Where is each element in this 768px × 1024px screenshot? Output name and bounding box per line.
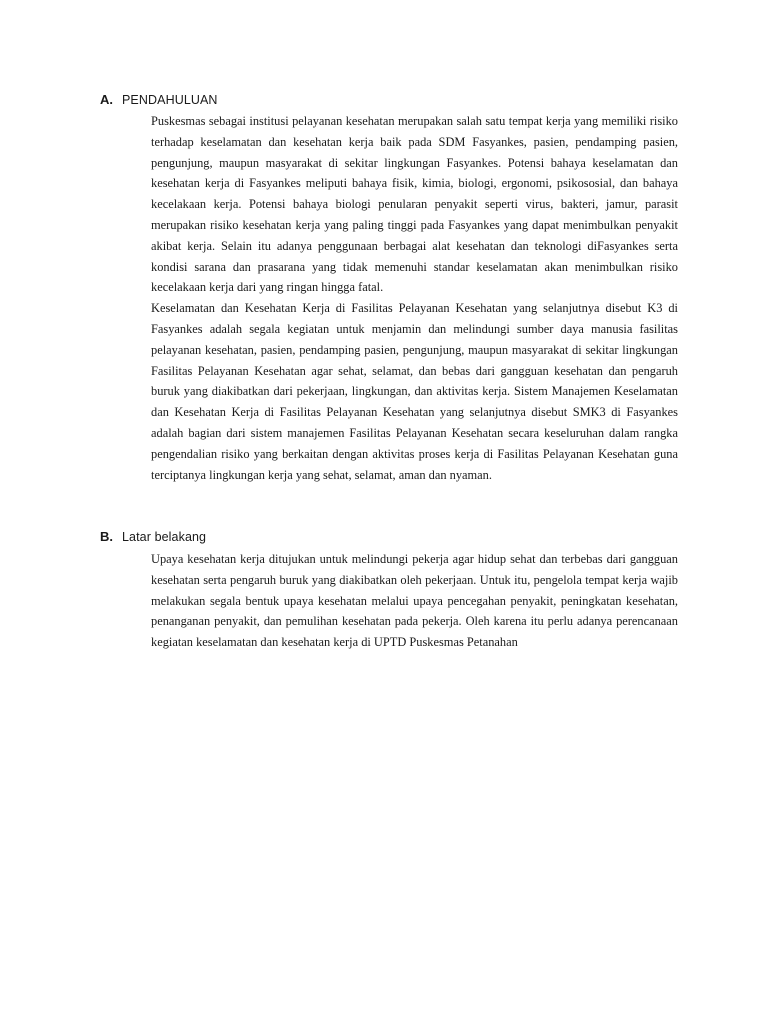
section-title: PENDAHULUAN [122,93,218,107]
section-letter: B. [100,529,113,544]
section-title: Latar belakang [122,530,207,544]
paragraph: Keselamatan dan Kesehatan Kerja di Fasilitas Pelayanan Kesehatan yang selanjutnya disebut K3 di Fasyankes adalah segala kegiatan untuk menjamin dan melindungi sumber daya manusia fasilitas pelayanan kesehatan, pasien, pendamping pasien, pengunjung, maupun masyarakat di sekitar lingkungan Fasilitas Pelayanan Kesehatan agar sehat, selamat, dan bebas dari gangguan kesehatan dan pengaruh buruk yang diakibatkan dari pekerjaan, lingkungan, dan aktivitas kerja. Sistem Manajemen Keselamatan dan Kesehatan Kerja di Fasilitas Pelayanan Kesehatan yang selanjutnya disebut SMK3 di Fasyankes adalah bagian dari sistem manajemen Fasilitas Pelayanan Kesehatan secara keseluruhan dalam rangka pengendalian risiko yang berkaitan dengan aktivitas proses kerja di Fasilitas Pelayanan Kesehatan guna terciptanya lingkungan kerja yang sehat, selamat, aman dan nyaman. [151,301,678,482]
section-body-latar-belakang [151,549,678,653]
paragraph: Puskesmas sebagai institusi pelayanan kesehatan merupakan salah satu tempat kerja yang memiliki risiko terhadap keselamatan dan kesehatan kerja baik pada SDM Fasyankes, pasien, pendamping pasien, pengunjung, maupun masyarakat di sekitar lingkungan Fasyankes. Potensi bahaya keselamatan dan kesehatan kerja di Fasyankes meliputi bahaya fisik, kimia, biologi, ergonomi, psikososial, dan bahaya kecelakaan kerja. Potensi bahaya biologi penularan penyakit seperti virus, bakteri, jamur, parasit merupakan risiko kesehatan kerja yang paling tinggi pada Fasyankes yang dapat menimbulkan penyakit akibat kerja. Selain itu adanya penggunaan berbagai alat kesehatan dan teknologi diFasyankes serta kondisi sarana dan prasarana yang tidak memenuhi standar keselamatan akan menimbulkan risiko kecelakaan kerja dari yang ringan hingga fatal. [151,114,678,295]
section-body-pendahuluan [151,111,678,485]
section-letter: A. [100,92,113,107]
section-heading-latar-belakang [100,529,206,544]
paragraph: Upaya kesehatan kerja ditujukan untuk melindungi pekerja agar hidup sehat dan terbebas dari gangguan kesehatan serta pengaruh buruk yang diakibatkan oleh pekerjaan. Untuk itu, pengelola tempat kerja wajib melakukan segala bentuk upaya kesehatan melalui upaya pencegahan penyakit, peningkatan kesehatan, penanganan penyakit, dan pemulihan kesehatan pada pekerja. Oleh karena itu perlu adanya perencanaan kegiatan keselamatan dan kesehatan kerja di UPTD Puskesmas Petanahan [151,552,678,650]
section-heading-pendahuluan [100,92,218,107]
